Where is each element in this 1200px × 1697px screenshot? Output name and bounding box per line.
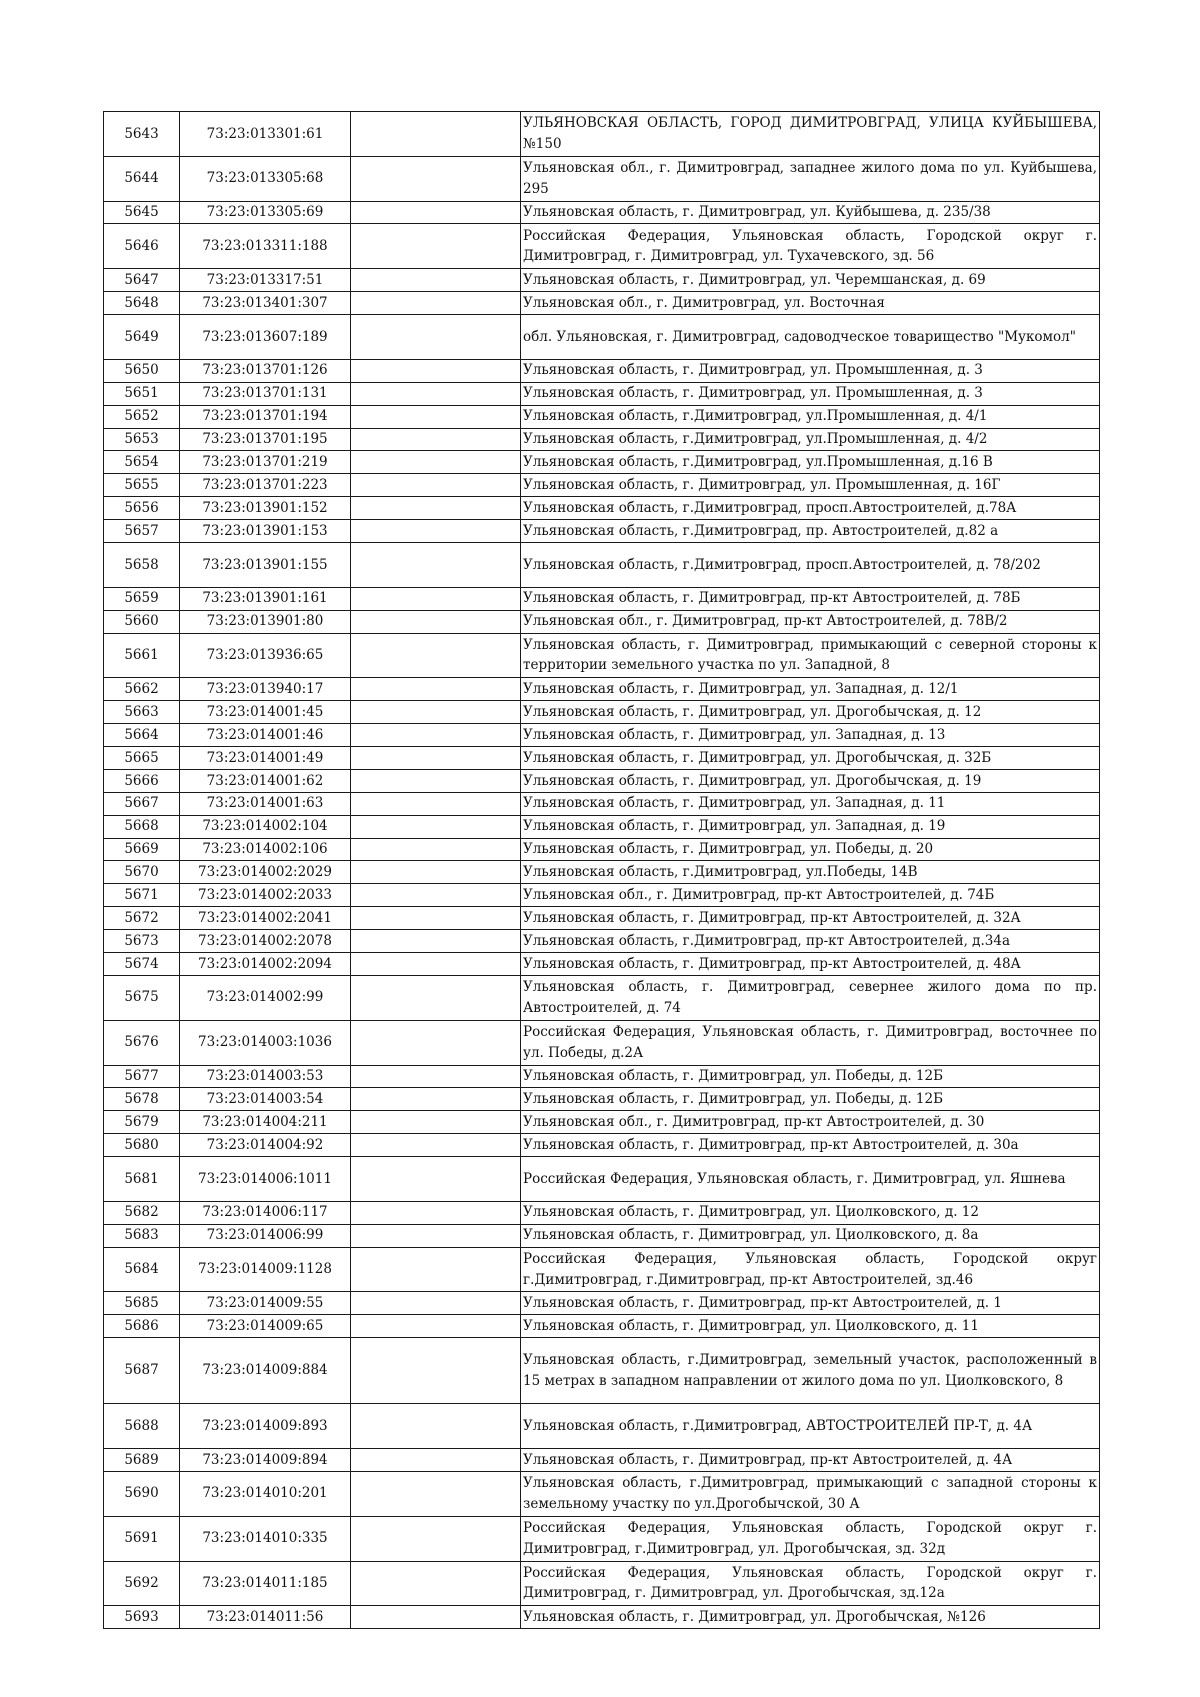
empty-cell [351, 701, 521, 724]
address-cell: Российская Федерация, Ульяновская область, Городской округ г. Димитровград, г.Димитровград, ул. Дрогобычская, зд. 32д [521, 1516, 1100, 1561]
empty-cell [351, 838, 521, 861]
empty-cell [351, 269, 521, 292]
empty-cell [351, 474, 521, 497]
empty-cell [351, 1020, 521, 1065]
empty-cell [351, 1606, 521, 1629]
address-cell: Ульяновская область, г. Димитровград, примыкающий с северной стороны к территории земельного участка по ул. Западной, 8 [521, 633, 1100, 678]
table-row [104, 359, 1100, 382]
table-row [104, 1471, 1100, 1516]
address-cell: Ульяновская область, г. Димитровград, пр-кт Автостроителей, д. 1 [521, 1292, 1100, 1315]
row-number-cell: 5673 [104, 930, 180, 953]
table-row [104, 747, 1100, 770]
cadastral-number-cell: 73:23:013701:195 [180, 428, 351, 451]
table-row [104, 156, 1100, 201]
empty-cell [351, 428, 521, 451]
empty-cell [351, 292, 521, 315]
row-number-cell: 5658 [104, 542, 180, 587]
row-number-cell: 5666 [104, 769, 180, 792]
row-number-cell: 5689 [104, 1449, 180, 1472]
cadastral-number-cell: 73:23:014002:2094 [180, 953, 351, 976]
table-row [104, 474, 1100, 497]
cadastral-number-cell: 73:23:013901:153 [180, 520, 351, 543]
address-cell: УЛЬЯНОВСКАЯ ОБЛАСТЬ, ГОРОД ДИМИТРОВГРАД, УЛИЦА КУЙБЫШЕВА, №150 [521, 112, 1100, 157]
cadastral-number-cell: 73:23:014001:45 [180, 701, 351, 724]
empty-cell [351, 1157, 521, 1202]
cadastral-number-cell: 73:23:014002:106 [180, 838, 351, 861]
empty-cell [351, 451, 521, 474]
address-cell: Ульяновская область, г.Димитровград, АВТОСТРОИТЕЛЕЙ ПР-Т, д. 4А [521, 1404, 1100, 1449]
address-cell: Ульяновская область, г. Димитровград, ул. Западная, д. 13 [521, 724, 1100, 747]
table-row [104, 520, 1100, 543]
empty-cell [351, 861, 521, 884]
table-row [104, 610, 1100, 633]
row-number-cell: 5678 [104, 1088, 180, 1111]
address-cell: Ульяновская область, г. Димитровград, ул. Дрогобычская, д. 32Б [521, 747, 1100, 770]
row-number-cell: 5660 [104, 610, 180, 633]
row-number-cell: 5654 [104, 451, 180, 474]
address-cell: Ульяновская область, г.Димитровград, просп.Автостроителей, д.78А [521, 497, 1100, 520]
address-cell: Ульяновская область, г. Димитровград, ул. Циолковского, д. 8а [521, 1224, 1100, 1247]
address-cell: Российская Федерация, Ульяновская область, Городской округ г.Димитровград, г.Димитровград, пр-кт Автостроителей, зд.46 [521, 1247, 1100, 1292]
cadastral-number-cell: 73:23:014001:63 [180, 792, 351, 815]
empty-cell [351, 1224, 521, 1247]
table-row [104, 1292, 1100, 1315]
row-number-cell: 5647 [104, 269, 180, 292]
row-number-cell: 5674 [104, 953, 180, 976]
cadastral-number-cell: 73:23:014010:335 [180, 1516, 351, 1561]
empty-cell [351, 633, 521, 678]
row-number-cell: 5691 [104, 1516, 180, 1561]
address-cell: обл. Ульяновская, г. Димитровград, садоводческое товарищество "Мукомол" [521, 315, 1100, 360]
empty-cell [351, 930, 521, 953]
cadastral-number-cell: 73:23:014009:893 [180, 1404, 351, 1449]
empty-cell [351, 1449, 521, 1472]
empty-cell [351, 907, 521, 930]
address-cell: Ульяновская область, г. Димитровград, пр-кт Автостроителей, д. 48А [521, 953, 1100, 976]
address-cell: Ульяновская область, г.Димитровград, ул.Победы, 14В [521, 861, 1100, 884]
address-cell: Ульяновская область, г. Димитровград, ул. Западная, д. 19 [521, 815, 1100, 838]
table-row [104, 678, 1100, 701]
table-row [104, 975, 1100, 1020]
table-row [104, 861, 1100, 884]
address-cell: Ульяновская область, г. Димитровград, пр-кт Автостроителей, д. 32А [521, 907, 1100, 930]
row-number-cell: 5649 [104, 315, 180, 360]
cadastral-number-cell: 73:23:013311:188 [180, 224, 351, 269]
empty-cell [351, 1088, 521, 1111]
table-row [104, 1606, 1100, 1629]
empty-cell [351, 1111, 521, 1134]
table-row [104, 815, 1100, 838]
row-number-cell: 5677 [104, 1065, 180, 1088]
cadastral-number-cell: 73:23:013901:155 [180, 542, 351, 587]
cadastral-number-cell: 73:23:014001:49 [180, 747, 351, 770]
table-row [104, 292, 1100, 315]
row-number-cell: 5671 [104, 884, 180, 907]
row-number-cell: 5685 [104, 1292, 180, 1315]
empty-cell [351, 792, 521, 815]
address-cell: Ульяновская область, г. Димитровград, ул. Победы, д. 12Б [521, 1065, 1100, 1088]
row-number-cell: 5657 [104, 520, 180, 543]
table-row [104, 633, 1100, 678]
row-number-cell: 5648 [104, 292, 180, 315]
row-number-cell: 5652 [104, 405, 180, 428]
address-cell: Ульяновская область, г. Димитровград, ул. Западная, д. 12/1 [521, 678, 1100, 701]
cadastral-number-cell: 73:23:013901:152 [180, 497, 351, 520]
empty-cell [351, 769, 521, 792]
table-row [104, 838, 1100, 861]
cadastral-number-cell: 73:23:014010:201 [180, 1471, 351, 1516]
cadastral-number-cell: 73:23:013701:126 [180, 359, 351, 382]
row-number-cell: 5661 [104, 633, 180, 678]
cadastral-number-cell: 73:23:014002:104 [180, 815, 351, 838]
table-row [104, 792, 1100, 815]
row-number-cell: 5663 [104, 701, 180, 724]
row-number-cell: 5644 [104, 156, 180, 201]
empty-cell [351, 1404, 521, 1449]
address-cell: Российская Федерация, Ульяновская область, г. Димитровград, ул. Яшнева [521, 1157, 1100, 1202]
cadastral-number-cell: 73:23:013401:307 [180, 292, 351, 315]
row-number-cell: 5665 [104, 747, 180, 770]
address-cell: Ульяновская область, г. Димитровград, пр-кт Автостроителей, д. 4А [521, 1449, 1100, 1472]
address-cell: Ульяновская область, г. Димитровград, ул. Дрогобычская, №126 [521, 1606, 1100, 1629]
row-number-cell: 5672 [104, 907, 180, 930]
address-cell: Ульяновская область, г. Димитровград, ул. Победы, д. 20 [521, 838, 1100, 861]
registry-table [103, 111, 1100, 1629]
cadastral-number-cell: 73:23:014002:2033 [180, 884, 351, 907]
cadastral-number-cell: 73:23:013701:194 [180, 405, 351, 428]
address-cell: Ульяновская обл., г. Димитровград, пр-кт Автостроителей, д. 30 [521, 1111, 1100, 1134]
cadastral-number-cell: 73:23:013701:219 [180, 451, 351, 474]
table-row [104, 451, 1100, 474]
empty-cell [351, 405, 521, 428]
address-cell: Российская Федерация, Ульяновская область, Городской округ г. Димитровград, г. Димитровград, ул. Дрогобычская, зд.12а [521, 1561, 1100, 1606]
cadastral-number-cell: 73:23:014002:2041 [180, 907, 351, 930]
address-cell: Российская Федерация, Ульяновская область, Городской округ г. Димитровград, г. Димитровград, ул. Тухачевского, зд. 56 [521, 224, 1100, 269]
row-number-cell: 5656 [104, 497, 180, 520]
table-row [104, 1134, 1100, 1157]
cadastral-number-cell: 73:23:014002:2029 [180, 861, 351, 884]
table-row [104, 1157, 1100, 1202]
row-number-cell: 5684 [104, 1247, 180, 1292]
empty-cell [351, 1471, 521, 1516]
cadastral-number-cell: 73:23:014006:1011 [180, 1157, 351, 1202]
cadastral-number-cell: 73:23:014011:185 [180, 1561, 351, 1606]
row-number-cell: 5670 [104, 861, 180, 884]
address-cell: Ульяновская обл., г. Димитровград, западнее жилого дома по ул. Куйбышева, 295 [521, 156, 1100, 201]
address-cell: Ульяновская область, г.Димитровград, земельный участок, расположенный в 15 метрах в западном направлении от жилого дома по ул. Циолковского, 8 [521, 1338, 1100, 1404]
address-cell: Ульяновская область, г. Димитровград, ул. Дрогобычская, д. 12 [521, 701, 1100, 724]
empty-cell [351, 359, 521, 382]
empty-cell [351, 1338, 521, 1404]
empty-cell [351, 156, 521, 201]
table-row [104, 884, 1100, 907]
table-row [104, 269, 1100, 292]
cadastral-number-cell: 73:23:013901:161 [180, 587, 351, 610]
address-cell: Ульяновская область, г.Димитровград, пр-кт Автостроителей, д.34а [521, 930, 1100, 953]
cadastral-number-cell: 73:23:013901:80 [180, 610, 351, 633]
table-row [104, 542, 1100, 587]
address-cell: Ульяновская область, г. Димитровград, севернее жилого дома по пр. Автостроителей, д. 74 [521, 975, 1100, 1020]
address-cell: Ульяновская область, г. Димитровград, ул. Западная, д. 11 [521, 792, 1100, 815]
address-cell: Ульяновская область, г. Димитровград, ул. Дрогобычская, д. 19 [521, 769, 1100, 792]
table-row [104, 1111, 1100, 1134]
address-cell: Ульяновская обл., г. Димитровград, ул. Восточная [521, 292, 1100, 315]
table-row [104, 587, 1100, 610]
address-cell: Ульяновская область, г. Димитровград, ул. Промышленная, д. 16Г [521, 474, 1100, 497]
empty-cell [351, 1516, 521, 1561]
cadastral-number-cell: 73:23:013936:65 [180, 633, 351, 678]
cadastral-number-cell: 73:23:014009:894 [180, 1449, 351, 1472]
empty-cell [351, 1134, 521, 1157]
empty-cell [351, 975, 521, 1020]
address-cell: Ульяновская область, г. Димитровград, пр-кт Автостроителей, д. 78Б [521, 587, 1100, 610]
cadastral-number-cell: 73:23:014009:884 [180, 1338, 351, 1404]
row-number-cell: 5690 [104, 1471, 180, 1516]
row-number-cell: 5692 [104, 1561, 180, 1606]
row-number-cell: 5668 [104, 815, 180, 838]
row-number-cell: 5643 [104, 112, 180, 157]
empty-cell [351, 497, 521, 520]
cadastral-number-cell: 73:23:013607:189 [180, 315, 351, 360]
cadastral-number-cell: 73:23:014002:99 [180, 975, 351, 1020]
cadastral-number-cell: 73:23:013940:17 [180, 678, 351, 701]
cadastral-number-cell: 73:23:014002:2078 [180, 930, 351, 953]
table-row [104, 1338, 1100, 1404]
address-cell: Ульяновская область, г.Димитровград, ул.Промышленная, д.16 В [521, 451, 1100, 474]
table-row [104, 724, 1100, 747]
cadastral-number-cell: 73:23:014011:56 [180, 1606, 351, 1629]
empty-cell [351, 724, 521, 747]
empty-cell [351, 315, 521, 360]
empty-cell [351, 1201, 521, 1224]
table-row [104, 1201, 1100, 1224]
empty-cell [351, 1561, 521, 1606]
cadastral-number-cell: 73:23:013305:69 [180, 201, 351, 224]
address-cell: Ульяновская область, г. Димитровград, ул. Промышленная, д. 3 [521, 359, 1100, 382]
empty-cell [351, 1247, 521, 1292]
address-cell: Ульяновская область, г.Димитровград, ул.Промышленная, д. 4/1 [521, 405, 1100, 428]
empty-cell [351, 1292, 521, 1315]
empty-cell [351, 815, 521, 838]
row-number-cell: 5686 [104, 1315, 180, 1338]
row-number-cell: 5646 [104, 224, 180, 269]
row-number-cell: 5675 [104, 975, 180, 1020]
cadastral-number-cell: 73:23:014009:65 [180, 1315, 351, 1338]
table-row [104, 907, 1100, 930]
cadastral-number-cell: 73:23:014001:62 [180, 769, 351, 792]
address-cell: Ульяновская область, г. Димитровград, пр-кт Автостроителей, д. 30а [521, 1134, 1100, 1157]
table-row [104, 1449, 1100, 1472]
row-number-cell: 5653 [104, 428, 180, 451]
empty-cell [351, 747, 521, 770]
address-cell: Ульяновская область, г.Димитровград, пр. Автостроителей, д.82 а [521, 520, 1100, 543]
empty-cell [351, 520, 521, 543]
row-number-cell: 5680 [104, 1134, 180, 1157]
address-cell: Ульяновская область, г.Димитровград, ул.Промышленная, д. 4/2 [521, 428, 1100, 451]
table-row [104, 769, 1100, 792]
table-row [104, 1404, 1100, 1449]
empty-cell [351, 382, 521, 405]
address-cell: Ульяновская обл., г. Димитровград, пр-кт Автостроителей, д. 78В/2 [521, 610, 1100, 633]
empty-cell [351, 610, 521, 633]
empty-cell [351, 1315, 521, 1338]
address-cell: Ульяновская обл., г. Димитровград, пр-кт Автостроителей, д. 74Б [521, 884, 1100, 907]
empty-cell [351, 224, 521, 269]
cadastral-number-cell: 73:23:014003:1036 [180, 1020, 351, 1065]
row-number-cell: 5681 [104, 1157, 180, 1202]
cadastral-number-cell: 73:23:014006:117 [180, 1201, 351, 1224]
row-number-cell: 5679 [104, 1111, 180, 1134]
table-row [104, 930, 1100, 953]
cadastral-number-cell: 73:23:013701:131 [180, 382, 351, 405]
row-number-cell: 5693 [104, 1606, 180, 1629]
cadastral-number-cell: 73:23:013317:51 [180, 269, 351, 292]
address-cell: Российская Федерация, Ульяновская область, г. Димитровград, восточнее по ул. Победы, д.2А [521, 1020, 1100, 1065]
table-row [104, 201, 1100, 224]
table-row [104, 1247, 1100, 1292]
empty-cell [351, 201, 521, 224]
table-row [104, 224, 1100, 269]
registry-body [104, 112, 1100, 1629]
cadastral-number-cell: 73:23:013701:223 [180, 474, 351, 497]
empty-cell [351, 587, 521, 610]
table-row [104, 112, 1100, 157]
address-cell: Ульяновская область, г.Димитровград, примыкающий с западной стороны к земельному участку по ул.Дрогобычской, 30 А [521, 1471, 1100, 1516]
row-number-cell: 5688 [104, 1404, 180, 1449]
empty-cell [351, 953, 521, 976]
row-number-cell: 5662 [104, 678, 180, 701]
address-cell: Ульяновская область, г. Димитровград, ул. Черемшанская, д. 69 [521, 269, 1100, 292]
address-cell: Ульяновская область, г. Димитровград, ул. Победы, д. 12Б [521, 1088, 1100, 1111]
address-cell: Ульяновская область, г. Димитровград, ул. Циолковского, д. 12 [521, 1201, 1100, 1224]
empty-cell [351, 678, 521, 701]
table-row [104, 1315, 1100, 1338]
cadastral-number-cell: 73:23:014003:54 [180, 1088, 351, 1111]
table-row [104, 382, 1100, 405]
cadastral-number-cell: 73:23:013301:61 [180, 112, 351, 157]
cadastral-number-cell: 73:23:013305:68 [180, 156, 351, 201]
table-row [104, 405, 1100, 428]
row-number-cell: 5664 [104, 724, 180, 747]
cadastral-number-cell: 73:23:014004:211 [180, 1111, 351, 1134]
empty-cell [351, 884, 521, 907]
address-cell: Ульяновская область, г. Димитровград, ул. Куйбышева, д. 235/38 [521, 201, 1100, 224]
empty-cell [351, 542, 521, 587]
table-row [104, 497, 1100, 520]
table-row [104, 1088, 1100, 1111]
cadastral-number-cell: 73:23:014003:53 [180, 1065, 351, 1088]
table-row [104, 1224, 1100, 1247]
row-number-cell: 5683 [104, 1224, 180, 1247]
address-cell: Ульяновская область, г. Димитровград, ул. Циолковского, д. 11 [521, 1315, 1100, 1338]
row-number-cell: 5659 [104, 587, 180, 610]
row-number-cell: 5687 [104, 1338, 180, 1404]
row-number-cell: 5655 [104, 474, 180, 497]
table-row [104, 1516, 1100, 1561]
table-row [104, 1065, 1100, 1088]
row-number-cell: 5676 [104, 1020, 180, 1065]
address-cell: Ульяновская область, г. Димитровград, ул. Промышленная, д. 3 [521, 382, 1100, 405]
empty-cell [351, 1065, 521, 1088]
address-cell: Ульяновская область, г.Димитровград, просп.Автостроителей, д. 78/202 [521, 542, 1100, 587]
row-number-cell: 5650 [104, 359, 180, 382]
cadastral-number-cell: 73:23:014009:55 [180, 1292, 351, 1315]
row-number-cell: 5682 [104, 1201, 180, 1224]
table-row [104, 953, 1100, 976]
table-row [104, 315, 1100, 360]
empty-cell [351, 112, 521, 157]
cadastral-number-cell: 73:23:014004:92 [180, 1134, 351, 1157]
row-number-cell: 5651 [104, 382, 180, 405]
cadastral-number-cell: 73:23:014006:99 [180, 1224, 351, 1247]
table-row [104, 1020, 1100, 1065]
row-number-cell: 5669 [104, 838, 180, 861]
table-row [104, 701, 1100, 724]
table-row [104, 428, 1100, 451]
cadastral-number-cell: 73:23:014009:1128 [180, 1247, 351, 1292]
row-number-cell: 5667 [104, 792, 180, 815]
table-row [104, 1561, 1100, 1606]
row-number-cell: 5645 [104, 201, 180, 224]
cadastral-number-cell: 73:23:014001:46 [180, 724, 351, 747]
